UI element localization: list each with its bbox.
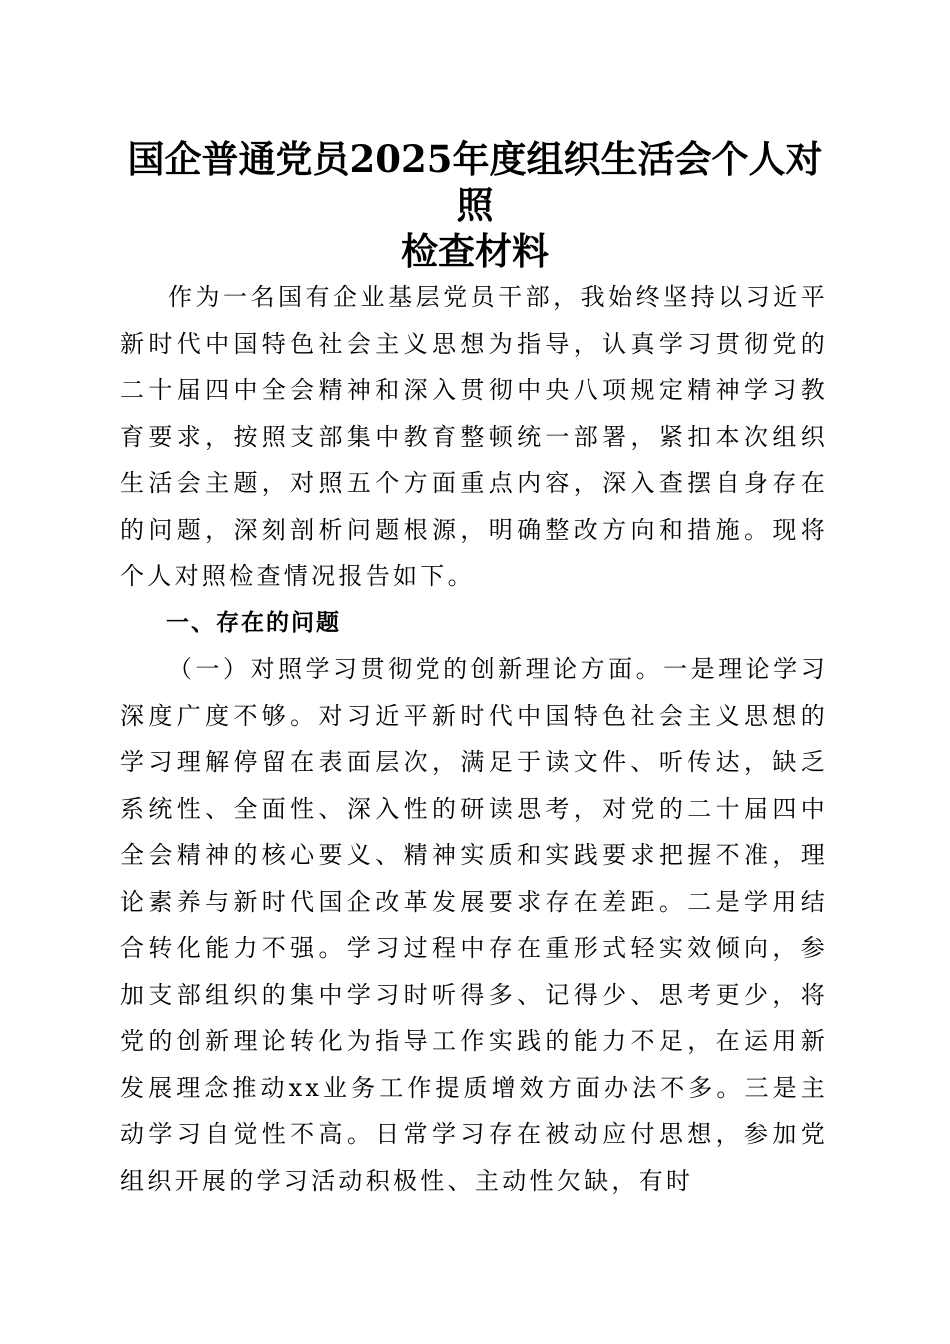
document-body <box>120 274 828 1204</box>
intro-paragraph: 作为一名国有企业基层党员干部，我始终坚持以习近平新时代中国特色社会主义思想为指导，认真学习贯彻党的二十届四中全会精神和深入贯彻中央八项规定精神学习教育要求，按照支部集中教育整顿统一部署，紧扣本次组织生活会主题，对照五个方面重点内容，深入查摆自身存在的问题，深刻剖析问题根源，明确整改方向和措施。现将个人对照检查情况报告如下。 <box>120 283 828 590</box>
document-title <box>110 136 840 274</box>
section-heading-problems: 一、存在的问题 <box>166 609 341 636</box>
subsection-paragraph-theory: （一）对照学习贯彻党的创新理论方面。一是理论学习深度广度不够。对习近平新时代中国特色社会主义思想的学习理解停留在表面层次，满足于读文件、听传达，缺乏系统性、全面性、深入性的研读思考，对党的二十届四中全会精神的核心要义、精神实质和实践要求把握不准，理论素养与新时代国企改革发展要求存在差距。二是学用结合转化能力不强。学习过程中存在重形式轻实效倾向，参加支部组织的集中学习时听得多、记得少、思考更少，将党的创新理论转化为指导工作实践的能力不足，在运用新发展理念推动xx业务工作提质增效方面办法不多。三是主动学习自觉性不高。日常学习存在被动应付思想，参加党组织开展的学习活动积极性、主动性欠缺，有时 <box>120 655 828 1195</box>
title-line-1: 国企普通党员2025年度组织生活会个人对照 <box>127 137 823 227</box>
title-line-2: 检查材料 <box>401 229 549 273</box>
